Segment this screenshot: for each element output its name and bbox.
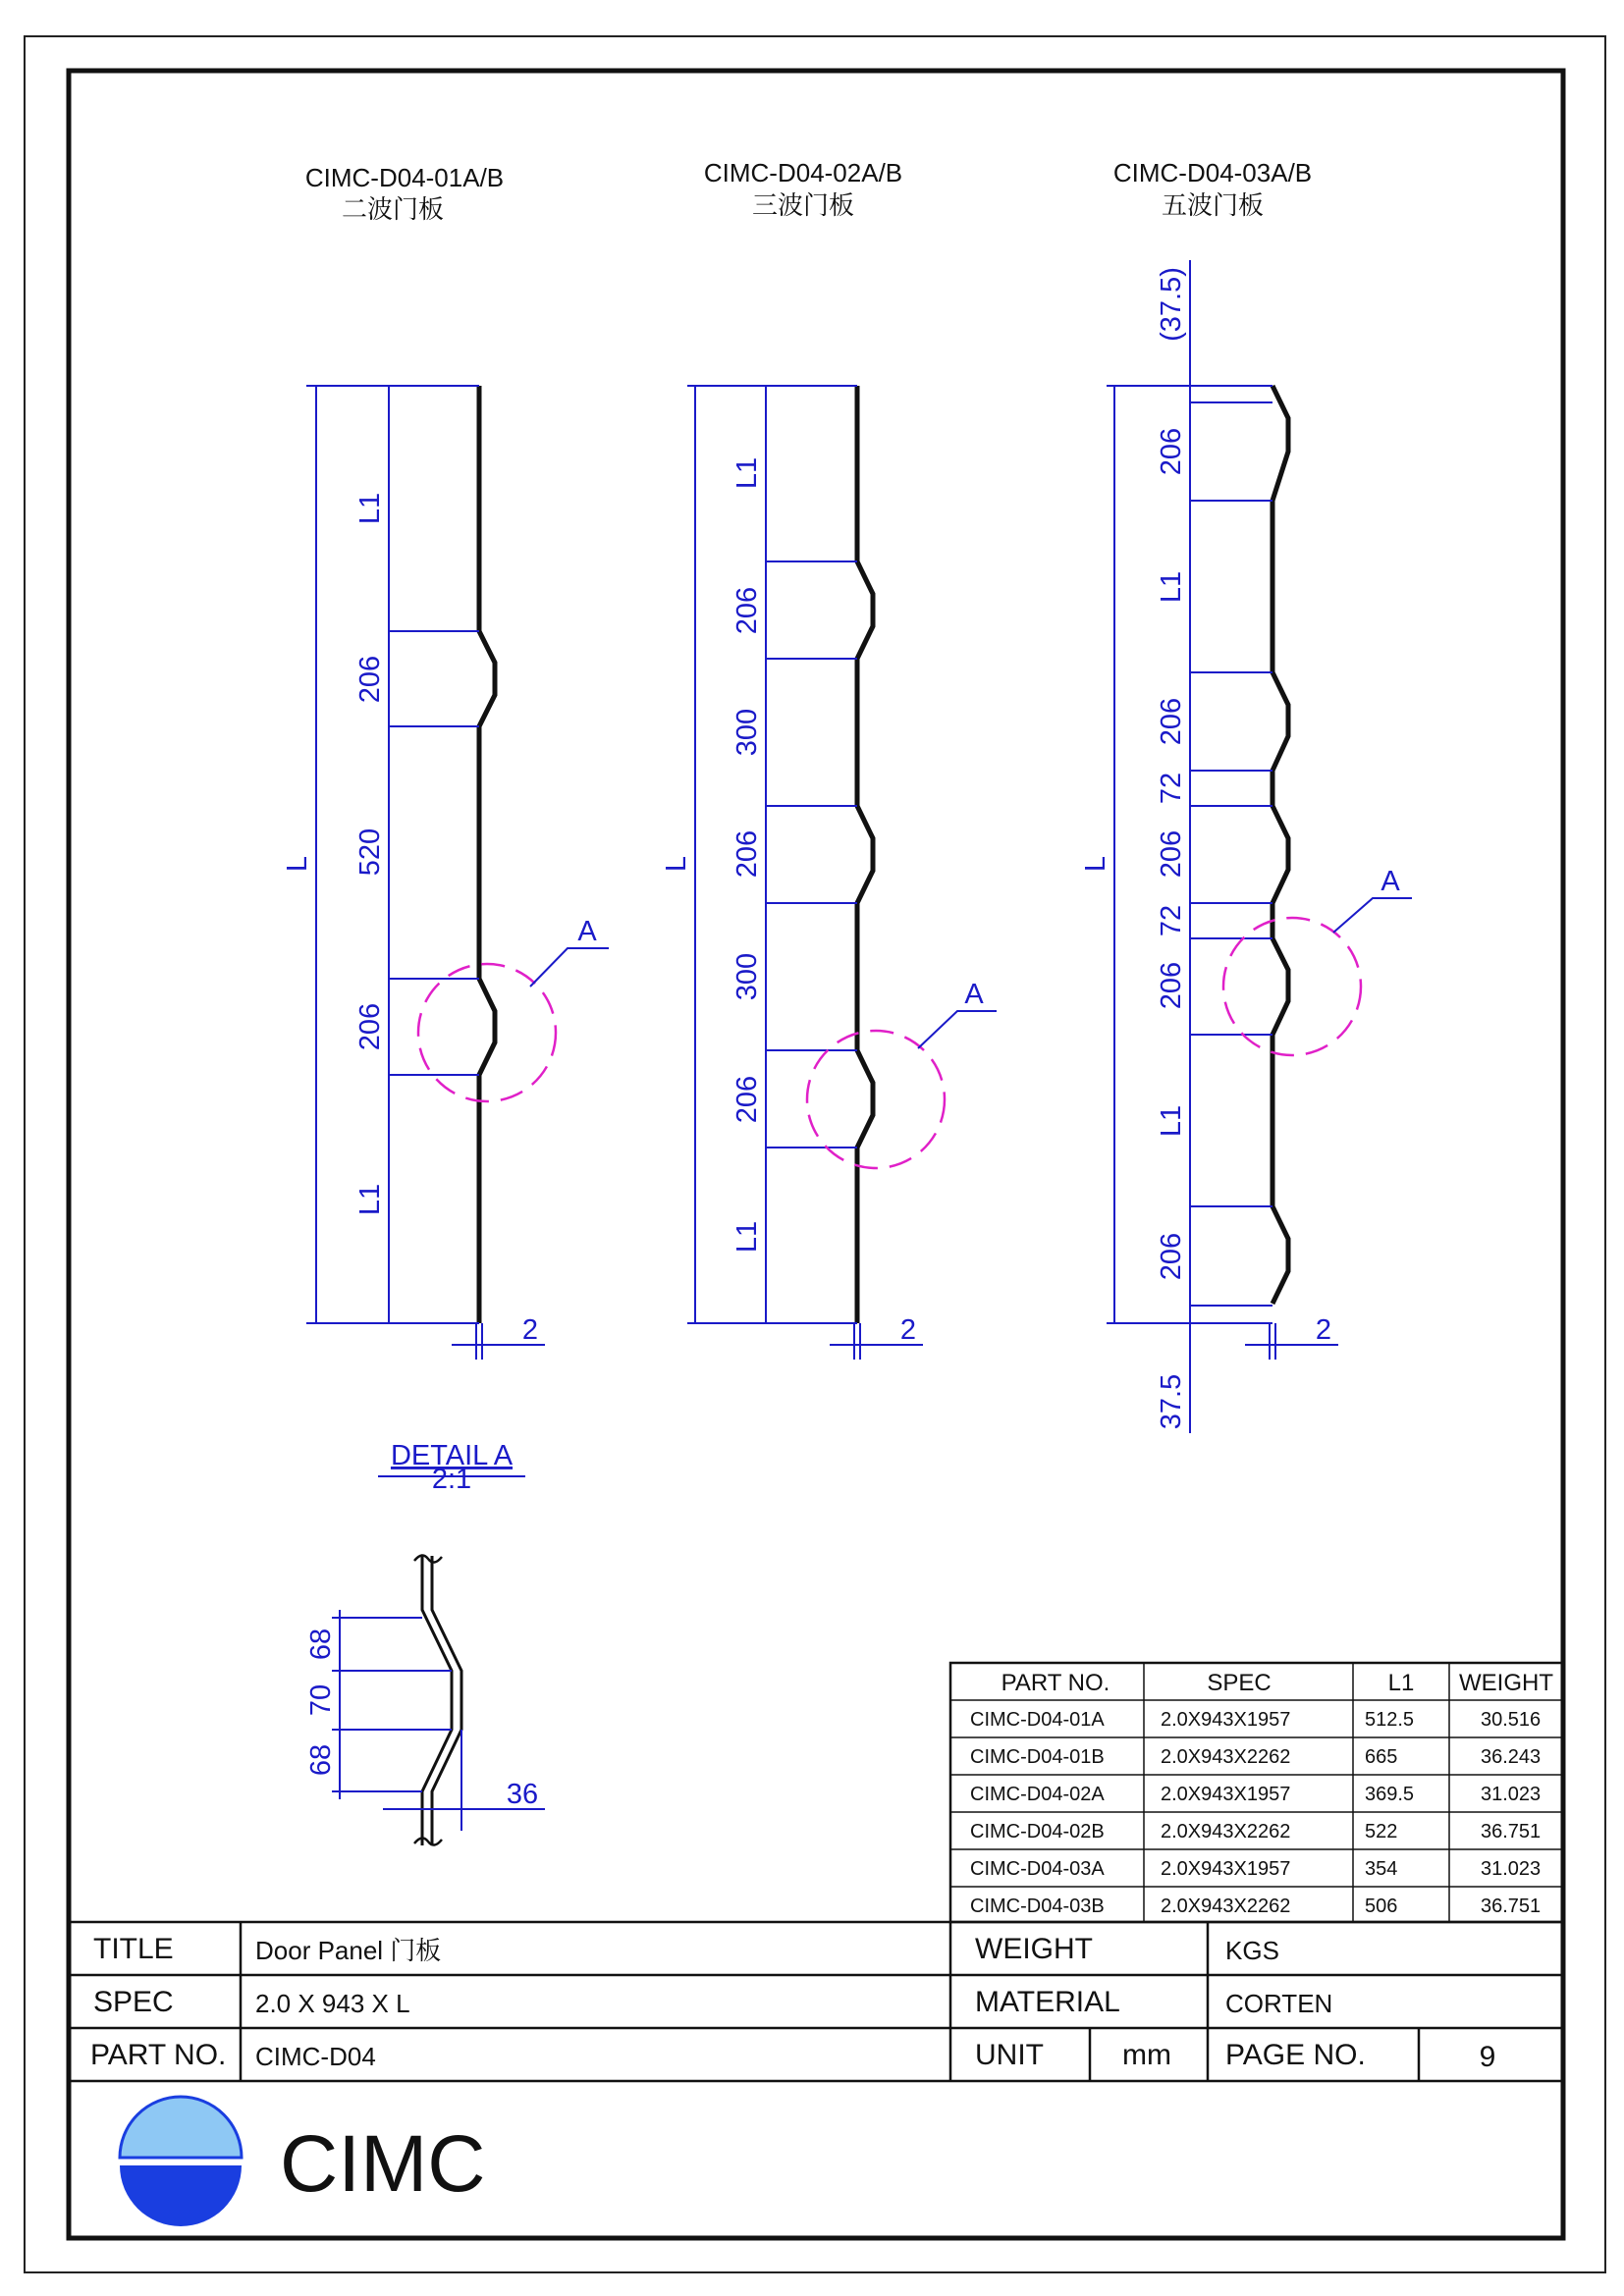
parts-cell: 506	[1365, 1896, 1398, 1917]
panel-2-dim-206-a: 206	[731, 586, 763, 635]
parts-cell: CIMC-D04-01B	[970, 1746, 1105, 1768]
panel-3-dim-206-e: 206	[1156, 1232, 1187, 1281]
panel-2-drawing	[661, 386, 997, 1360]
parts-cell: 31.023	[1481, 1784, 1542, 1805]
parts-cell: CIMC-D04-01A	[970, 1709, 1105, 1731]
panel-3-dim-L: L	[1080, 855, 1111, 873]
detail-dim-68-top: 68	[305, 1628, 337, 1661]
panel-3-detail-circle	[1223, 918, 1361, 1055]
logo-wordmark: CIMC	[280, 2119, 486, 2209]
panel-3-dim-37.5-top: (37.5)	[1156, 267, 1187, 342]
panel-2-dim-300-b: 300	[731, 952, 763, 1001]
parts-cell: CIMC-D04-02A	[970, 1784, 1105, 1805]
parts-header-spec: SPEC	[1207, 1670, 1272, 1696]
parts-table	[950, 1663, 1563, 1922]
panel-1-name: 二波门板	[341, 194, 445, 224]
panel-2-dim-206-c: 206	[731, 1075, 763, 1124]
logo-bottom-half	[120, 2165, 242, 2226]
panel-1-dim-206-b: 206	[354, 1002, 386, 1051]
panel-1-detail-circle	[418, 964, 556, 1101]
title-label: TITLE	[93, 1933, 174, 1965]
parts-cell: 31.023	[1481, 1858, 1542, 1880]
partno-label: PART NO.	[90, 2039, 227, 2071]
parts-cell: 30.516	[1481, 1709, 1542, 1731]
detail-break-top	[414, 1555, 442, 1562]
unit-label: UNIT	[975, 2039, 1044, 2071]
weight-label: WEIGHT	[975, 1933, 1093, 1965]
parts-cell: CIMC-D04-03A	[970, 1858, 1105, 1880]
panel-2-code: CIMC-D04-02A/B	[703, 158, 903, 187]
cimc-logo	[120, 2097, 486, 2226]
panel-3-callout-label: A	[1380, 866, 1400, 897]
drawing-frame	[69, 71, 1563, 2238]
parts-header-partno: PART NO.	[1001, 1670, 1110, 1696]
parts-cell: 2.0X943X2262	[1161, 1821, 1291, 1842]
panel-1-dim-206-a: 206	[354, 655, 386, 704]
parts-cell: 36.751	[1481, 1821, 1542, 1842]
parts-cell: 36.243	[1481, 1746, 1542, 1768]
panel-1-dim-thickness: 2	[521, 1314, 539, 1346]
parts-cell: 522	[1365, 1821, 1398, 1842]
unit-value: mm	[1122, 2039, 1171, 2071]
panel-1-dim-L: L	[282, 855, 313, 873]
logo-top-half	[120, 2097, 242, 2158]
panel-1-profile	[479, 386, 495, 1323]
panel-3-dim-206-c: 206	[1156, 829, 1187, 879]
parts-cell: 665	[1365, 1746, 1398, 1768]
parts-cell: 512.5	[1365, 1709, 1415, 1731]
parts-cell: 369.5	[1365, 1784, 1415, 1805]
panel-2-dim-206-b: 206	[731, 829, 763, 879]
partno-value: CIMC-D04	[255, 2042, 376, 2071]
panel-3-dim-L1-top: L1	[1156, 570, 1187, 604]
detail-dim-70: 70	[305, 1683, 337, 1717]
panel-3-dim-L1-bottom: L1	[1156, 1104, 1187, 1138]
material-value: CORTEN	[1225, 1989, 1333, 2018]
panel-3-dim-37.5-bottom: 37.5	[1156, 1373, 1187, 1430]
panel-3-name: 五波门板	[1161, 190, 1265, 220]
parts-cell: 2.0X943X2262	[1161, 1746, 1291, 1768]
panel-1-callout-label: A	[577, 916, 597, 947]
parts-cell: 354	[1365, 1858, 1398, 1880]
panel-3-dim-206-a: 206	[1156, 427, 1187, 476]
panel-2-dim-L: L	[661, 855, 692, 873]
panel-2-detail-circle	[807, 1031, 945, 1168]
panel-2-dim-L1-top: L1	[731, 456, 763, 490]
parts-cell: CIMC-D04-03B	[970, 1896, 1105, 1917]
detail-break-bottom	[414, 1838, 442, 1844]
panel-2-callout-leader	[918, 1011, 997, 1048]
panel-3-dim-72-a: 72	[1156, 772, 1187, 805]
panel-2-callout-label: A	[964, 979, 984, 1010]
panel-3-drawing	[1080, 260, 1412, 1433]
page-number: 9	[1479, 2041, 1496, 2073]
spec-label: SPEC	[93, 1986, 174, 2018]
panel-1-dim-520: 520	[354, 828, 386, 877]
detail-scale: 2:1	[431, 1464, 472, 1495]
material-label: MATERIAL	[975, 1986, 1120, 2018]
panel-1-callout-leader	[530, 948, 609, 987]
panel-1-dim-L1-top: L1	[354, 492, 386, 525]
panel-3-code: CIMC-D04-03A/B	[1112, 158, 1313, 187]
panel-1-drawing	[282, 386, 609, 1360]
panel-3-profile	[1272, 386, 1288, 1304]
panel-2-name: 三波门板	[751, 190, 855, 220]
spec-value: 2.0 X 943 X L	[255, 1989, 410, 2018]
panel-2-dim-L1-bottom: L1	[731, 1220, 763, 1254]
parts-cell: 36.751	[1481, 1896, 1542, 1917]
detail-section-outer	[422, 1556, 452, 1845]
detail-a	[305, 1440, 545, 1845]
panel-3-dim-206-d: 206	[1156, 961, 1187, 1010]
parts-cell: 2.0X943X1957	[1161, 1858, 1291, 1880]
panel-3-dim-206-b: 206	[1156, 697, 1187, 746]
page-label: PAGE NO.	[1225, 2039, 1366, 2071]
detail-dim-68-bottom: 68	[305, 1743, 337, 1777]
panel-3-dim-72-b: 72	[1156, 904, 1187, 937]
title-value: Door Panel 门板	[255, 1936, 442, 1965]
parts-cell: CIMC-D04-02B	[970, 1821, 1105, 1842]
parts-cell: 2.0X943X1957	[1161, 1709, 1291, 1731]
title-block	[69, 1922, 1563, 2081]
detail-dim-36: 36	[506, 1779, 539, 1810]
panel-3-callout-leader	[1333, 898, 1412, 933]
detail-title: DETAIL A	[390, 1440, 514, 1471]
panel-2-dim-300-a: 300	[731, 708, 763, 757]
weight-value: KGS	[1225, 1936, 1279, 1965]
panel-3-dim-thickness: 2	[1315, 1314, 1332, 1346]
parts-cell: 2.0X943X2262	[1161, 1896, 1291, 1917]
parts-header-weight: WEIGHT	[1459, 1670, 1553, 1696]
parts-cell: 2.0X943X1957	[1161, 1784, 1291, 1805]
panel-2-profile	[857, 386, 873, 1323]
parts-header-l1: L1	[1387, 1670, 1415, 1696]
panel-1-code: CIMC-D04-01A/B	[304, 163, 505, 192]
panel-1-dim-L1-bottom: L1	[354, 1183, 386, 1216]
detail-section-inner	[432, 1556, 461, 1845]
panel-2-dim-thickness: 2	[899, 1314, 917, 1346]
